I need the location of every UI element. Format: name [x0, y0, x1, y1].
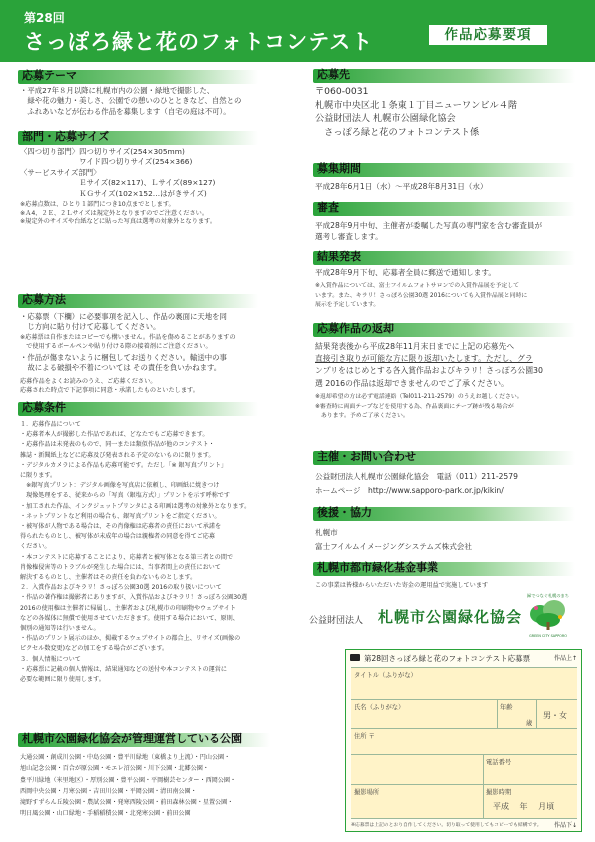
judging-text: [315, 220, 542, 242]
conditions-line: ・作品の著作権は撮影者にありますが、入賞作品およびキラリ！さっぽろ公園30選: [20, 594, 248, 602]
sizes-notes: [20, 201, 216, 227]
conditions-line: 雑誌・新聞紙上などに応募及び発表される予定のないものに限ります。: [20, 451, 215, 459]
conditions-line: ※銀写真プリント：デジタル画像を写真店に依頼し、印画紙に焼きつけ: [20, 482, 220, 490]
return-notes: [315, 393, 523, 422]
age-field-label: 年齢: [500, 704, 513, 711]
theme-line: ふれあいなどが伝わる作品を募集します（自宅の庭は不可）。: [20, 106, 231, 116]
form-row-shooting: [351, 784, 577, 819]
conditions-line: 得られたものとし、被写体が未成年の場合は親権者の同意を得てご応募: [20, 533, 215, 541]
conditions-line: ・デジタルカメラによる作品も応募可能です。ただし「※ 銀写真プリント」: [20, 461, 228, 469]
form-bottom-tag: 作品下↓: [553, 822, 577, 829]
edition-label: 第28回: [24, 11, 65, 25]
section-heading-text: 結果発表: [317, 250, 361, 263]
conditions-line: 個別の通知等は行いません。: [20, 625, 100, 633]
section-heading-text: 応募先: [317, 68, 350, 81]
address-line: 〒060-0031: [315, 86, 369, 97]
sizes-text: [20, 147, 215, 199]
homepage-link[interactable]: ホームページ http://www.sapporo-park.or.jp/kikin/: [315, 486, 504, 495]
period-line: 平成28年6月1日（水）～平成28年8月31日（水）: [315, 182, 488, 191]
method-line: じ方向に貼り付けて応募してください。: [20, 322, 161, 332]
return-note: ※審査時に両面テープなどを使用する為、作品裏面にテープ跡が残る場合が: [315, 403, 514, 410]
size-line: ＫＧサイズ(102×152…はがきサイズ): [20, 188, 207, 198]
address-line: 札幌市中央区北１条東１丁目ニューワンビル４階: [315, 99, 518, 111]
parks-line: 西岡中央公園・月寒公園・吉田川公園・平岡公園・清田南公園・: [20, 787, 197, 795]
judging-line: 選考し審査します。: [315, 232, 383, 241]
support-line: 富士フイルムイメージングシステムズ株式会社: [315, 542, 472, 551]
contact-line: 公益財団法人札幌市公園緑化協会 電話（011）211-2579: [315, 472, 518, 481]
conditions-text: [20, 420, 250, 685]
method-agreement: [20, 378, 199, 395]
parks-list: [20, 752, 236, 820]
section-heading-parks: [18, 733, 270, 747]
page-title: さっぽろ緑と花のフォトコンテスト: [24, 30, 374, 54]
date-field-value: 平成 年 月頃: [493, 802, 555, 811]
method-line: ・作品が傷まないように梱包してお送りください。輸送中の事: [20, 353, 227, 362]
results-note: 展示を予定しています。: [315, 302, 380, 308]
conditions-line: １．応募作品について: [20, 421, 81, 428]
section-heading-text: 札幌市都市緑化基金事業: [317, 561, 438, 574]
method-line: ・応募票（下欄）に必要事項を記入し、作品の裏面に天地を同: [20, 312, 227, 321]
results-notes: [315, 282, 527, 311]
size-note: ※応募点数は、ひとり１部門につき10点までとします。: [20, 201, 175, 208]
section-heading-destination: [313, 69, 575, 83]
title-field-label: タイトル（ふりがな）: [354, 672, 417, 679]
conditions-line: ・ネットプリントなど利用の場合も、銀写真プリントをご指定ください。: [20, 512, 221, 520]
address-line: 公益財団法人 札幌市公園緑化協会: [315, 113, 456, 124]
period-text: [315, 182, 488, 192]
conditions-line: ・作品のプリント展示のほか、掲載するウェブサイトの都合上、リサイズ(画像の: [20, 635, 241, 643]
form-row-name: [351, 699, 577, 728]
guidelines-label: 作品応募要項: [427, 23, 549, 47]
header-banner: [0, 0, 595, 62]
section-heading-results: [313, 251, 575, 265]
parks-line: 明日風公園・山口緑地・手稲稲積公園・北発寒公園・前田公園: [20, 810, 191, 818]
size-line: ワイド四つ切りサイズ(254×366): [20, 157, 193, 167]
return-line: 結果発表後から平成28年11月末日までに上記の応募先へ: [315, 342, 515, 351]
logo-org-prefix: 公益財団法人: [309, 616, 364, 626]
place-field-label: 撮影場所: [354, 789, 380, 796]
section-heading-contact: [313, 451, 575, 465]
address-line: さっぽろ緑と花のフォトコンテスト係: [315, 126, 480, 138]
logo-mark-small: GREEN CITY SAPPORO: [529, 634, 567, 638]
camera-icon: [350, 654, 360, 661]
form-row-phone: [351, 754, 577, 784]
section-heading-text: 応募作品の返却: [317, 322, 394, 335]
section-heading-theme: [18, 70, 258, 84]
form-divider: [483, 785, 484, 818]
return-note: ※返却希望の方は必ず電話連絡（Tel011-211-2579）のうえお越しください。: [315, 394, 523, 400]
conditions-line: ピクセル数変更)などの加工をする場合がございます。: [20, 645, 169, 653]
destination-address: [315, 85, 517, 139]
results-text: [315, 268, 496, 278]
section-heading-text: 審査: [317, 201, 339, 214]
size-line: 〈四つ切り部門〉四つ切りサイズ(254×305mm): [20, 147, 185, 156]
section-heading-text: 部門・応募サイズ: [22, 130, 110, 143]
fund-text: [315, 582, 488, 591]
section-heading-text: 応募条件: [22, 401, 66, 414]
section-heading-text: 応募方法: [22, 293, 66, 306]
support-text: [315, 526, 472, 554]
section-heading-support: [313, 507, 575, 521]
form-title: 第28回さっぽろ緑と花のフォトコンテスト応募票: [364, 654, 531, 663]
name-field-label: 氏名（ふりがな）: [354, 704, 405, 711]
return-text: [315, 341, 543, 390]
section-heading-judging: [313, 202, 575, 216]
method-note: で使用するボールペンや貼り付ける際の接着剤にご注意ください。: [20, 342, 212, 350]
method-text-2: [20, 353, 227, 374]
conditions-line: ・応募作品は未発表のもので、同一または類似作品が他のコンテスト・: [20, 441, 215, 449]
section-heading-text: 主催・お問い合わせ: [317, 450, 416, 463]
method-line: 故による破損や不着については その責任を負いかねます。: [20, 363, 222, 373]
conditions-line: 2016の使用権は主催者に帰属し、主催者および札幌市の印刷物やウェブサイト: [20, 604, 236, 612]
conditions-line: 現像処理をする、従来からの「写真（銀塩方式）」プリントを示す呼称です: [20, 492, 230, 500]
return-note: あります。予めご了承ください。: [315, 413, 409, 419]
method-notes: [20, 334, 236, 351]
theme-text: [20, 86, 241, 117]
gender-field: 男・女: [543, 711, 567, 720]
fund-line: この事業は皆様からいただいた寄金の運用益で実施しています: [315, 582, 489, 589]
conditions-line: ください。: [20, 543, 51, 551]
parks-line: 豊平川緑地（米里地区）・厚別公園・豊平公園・平岡樹芸センター・西岡公園・: [20, 776, 237, 784]
conditions-line: などの各媒体に無償で使用させていただきます。使用する場合において、原則、: [20, 614, 239, 622]
size-line: Ｅサイズ(82×117)、Ｌサイズ(89×127): [20, 178, 216, 188]
form-note: ※応募票は上記のとおり自作してください。切り取って使用してもコピーでも結構です。: [351, 823, 542, 828]
conditions-line: ・被写体が人物である場合は、その肖像権は応募者の責任において承諾を: [20, 523, 222, 531]
phone-field-label: 電話番号: [486, 759, 512, 766]
theme-line: 緑や花の魅力・美しさ、公園での憩いのひとときなど、自然との: [20, 96, 242, 106]
section-heading-fund: [313, 562, 575, 576]
section-heading-method: [18, 294, 258, 308]
section-heading-period: [313, 163, 575, 177]
conditions-line: 必要な範囲に限り使用します。: [20, 676, 105, 684]
date-field-label: 撮影時期: [486, 789, 512, 796]
logo-org-name: 札幌市公園緑化協会: [378, 608, 523, 626]
section-heading-text: 応募テーマ: [22, 69, 77, 82]
section-heading-conditions: [18, 402, 258, 416]
contact-text: [315, 470, 518, 498]
conditions-line: ・応募票に記載の個人情報は、結果通知などの送付や本コンテストの運営に: [20, 665, 227, 673]
form-divider: [536, 700, 537, 728]
return-line: 直接引き取りが可能な方に限り返却いたします。ただし、グラ: [315, 354, 533, 364]
form-row-title: [351, 667, 577, 699]
conditions-line: ２．入賞作品およびキラリ！さっぽろ公園30選 2016の取り扱いについて: [20, 584, 222, 592]
section-heading-sizes: [18, 131, 258, 145]
results-note: ※入賞作品については、富士フイルムフォトサロンでの入賞作品展を予定して: [315, 283, 520, 289]
section-heading-text: 募集期間: [317, 162, 361, 175]
section-heading-text: 後援・協力: [317, 506, 372, 519]
size-note: ※規定外のサイズや台紙などに貼った写真は選考の対象外となります。: [20, 218, 217, 226]
section-heading-return: [313, 323, 575, 337]
address-field-label: 住所 〒: [354, 733, 375, 740]
conditions-line: ・応募者本人が撮影した作品であれば、どなたでもご応募できます。: [20, 431, 209, 439]
method-note: 応募された時点で下記事項に同意・承諾したものといたします。: [20, 386, 199, 394]
conditions-line: ・加工された作品、インクジェットプリンタによる印画は選考の対象外となります。: [20, 502, 251, 510]
method-note: ※応募票は自作またはコピーでも構いません。作品を傷めることがありますの: [20, 334, 236, 341]
form-divider: [483, 755, 484, 784]
parks-line: 滝野すずらん丘陵公園・農試公園・発寒西陵公園・前田森林公園・星置公園・: [20, 799, 234, 807]
results-note: います。また、キラリ！さっぽろ公園30選 2016についても入賞作品展と同時に: [315, 292, 528, 299]
form-top-tag: 作品上↑: [553, 655, 577, 662]
parks-line: 大通公園・創成川公園・中島公園・豊平川緑地（東橋より上流）・円山公園・: [20, 754, 231, 761]
size-note: ※Ａ4、２Ｅ、２Ｌサイズは規定外となりますのでご注意ください。: [20, 209, 209, 217]
conditions-line: 肖像権侵害等のトラブルが発生した場合には、当事者間上の責任において: [20, 563, 221, 571]
size-line: 〈サービスサイズ部門〉: [20, 167, 101, 177]
section-heading-text: 札幌市公園緑化協会が管理運営している公園: [22, 732, 242, 745]
results-line: 平成28年9月下旬、応募者全員に郵送で通知します。: [315, 268, 496, 277]
conditions-line: ・本コンテストに応募することにより、応募者と被写体となる第三者との間で: [20, 553, 234, 561]
green-city-logo-icon: [518, 590, 578, 640]
return-line: 選 2016の作品は返却できませんのでご了承ください。: [315, 378, 509, 388]
method-note: 応募作品をよくお読みのうえ、ご応募ください。: [20, 378, 157, 385]
logo-mark-caption: 緑でつなぐ札幌のまち: [527, 593, 569, 598]
form-divider: [497, 700, 498, 728]
age-unit: 歳: [526, 720, 533, 727]
support-line: 札幌市: [315, 528, 338, 537]
judging-line: 平成28年9月中旬、主催者が委嘱した写真の専門家を含む審査員が: [315, 221, 543, 230]
form-row-address: [351, 728, 577, 754]
conditions-line: 解決するものとし、主催者はその責任を負わないものとします。: [20, 574, 197, 582]
method-text: [20, 312, 227, 333]
return-line: ンプリをはじめとする各入賞作品およびキラリ！さっぽろ公園30: [315, 366, 543, 376]
application-form: [345, 649, 582, 832]
parks-line: 旭山記念公園・百合が原公園・モエレ沼公園・川下公園・北郷公園・: [20, 765, 209, 773]
conditions-line: に限ります。: [20, 472, 57, 480]
conditions-line: ３．個人情報について: [20, 655, 81, 663]
theme-line: ・平成27年８月以降に札幌市内の公園・緑地で撮影した、: [20, 86, 215, 95]
